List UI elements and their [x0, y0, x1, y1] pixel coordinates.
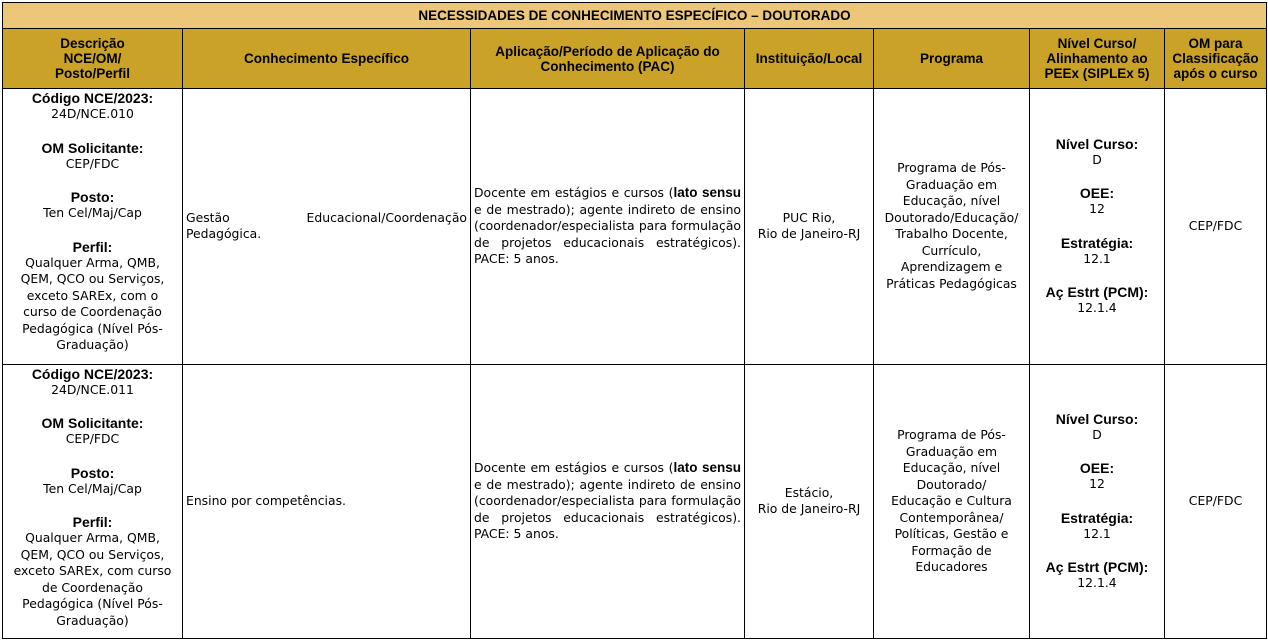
- nce-table: [2, 2, 1267, 639]
- posto-value: Ten Cel/Maj/Cap: [43, 205, 142, 221]
- programa-line: Programa de Pós-: [897, 427, 1006, 443]
- nivel-curso-value: D: [1092, 151, 1102, 167]
- ac-estrt-label: Aç Estrt (PCM):: [1045, 559, 1149, 576]
- perfil-line: exceto SAREx, com curso: [13, 563, 172, 579]
- perfil-line: Qualquer Arma, QMB,: [25, 530, 160, 546]
- om-solicitante-value: CEP/FDC: [65, 431, 120, 447]
- estrategia-label: Estratégia:: [1060, 509, 1134, 526]
- programa-line: Graduação em: [905, 176, 998, 192]
- programa-line: Formação de: [911, 542, 992, 558]
- perfil-line: QEM, QCO ou Serviços,: [20, 546, 165, 562]
- om-solicitante-value: CEP/FDC: [65, 155, 120, 171]
- ac-estrt-value: 12.1.4: [1077, 575, 1117, 591]
- header-nivel: [1030, 29, 1165, 89]
- nivel-cell: [1030, 364, 1165, 638]
- header-aplicacao-line: Aplicação/Período de Aplicação do: [495, 43, 720, 59]
- pac-text: Docente em estágios e cursos (: [474, 185, 674, 201]
- perfil-line: exceto SAREx, com o: [26, 287, 159, 303]
- instituicao-cell: [745, 364, 874, 638]
- estrategia-value: 12.1: [1083, 525, 1111, 541]
- programa-line: Contemporânea/: [899, 509, 1004, 525]
- posto-value: Ten Cel/Maj/Cap: [43, 480, 142, 496]
- programa-line: Aprendizagem e: [900, 259, 1003, 275]
- perfil-line: QEM, QCO ou Serviços,: [20, 271, 165, 287]
- header-conhecimento: Conhecimento Específico: [183, 29, 471, 89]
- programa-line: Educação, nível: [902, 193, 1001, 209]
- codigo-label: Código NCE/2023:: [31, 365, 154, 382]
- programa-line: Educação e Cultura: [891, 493, 1012, 509]
- ac-estrt-label: Aç Estrt (PCM):: [1045, 284, 1149, 301]
- programa-line: Trabalho Docente,: [895, 226, 1008, 242]
- instituicao-line: PUC Rio,: [782, 209, 836, 225]
- header-aplicacao-line: Conhecimento (PAC): [540, 58, 675, 74]
- header-descricao-line: Descrição: [60, 36, 125, 52]
- perfil-label: Perfil:: [72, 238, 113, 255]
- nivel-curso-label: Nível Curso:: [1055, 410, 1139, 427]
- pac-bold: lato sensu: [673, 460, 741, 476]
- programa-line: Práticas Pedagógicas: [886, 275, 1017, 291]
- perfil-line: curso de Coordenação: [23, 304, 162, 320]
- programa-line: Graduação em: [905, 443, 998, 459]
- perfil-line: Graduação): [56, 337, 129, 353]
- header-om: [1165, 29, 1267, 89]
- estrategia-value: 12.1: [1083, 250, 1111, 266]
- programa-line: Doutorado/Educação/: [884, 209, 1019, 225]
- table-row: [3, 89, 1267, 364]
- header-programa: Programa: [874, 29, 1030, 89]
- perfil-line: Graduação): [56, 612, 129, 628]
- pac-bold: lato sensu: [673, 185, 741, 201]
- om-classificacao-cell: CEP/FDC: [1165, 89, 1267, 364]
- codigo-label: Código NCE/2023:: [31, 90, 154, 107]
- instituicao-cell: [745, 89, 874, 364]
- om-solicitante-label: OM Solicitante:: [41, 139, 144, 156]
- posto-label: Posto:: [70, 189, 115, 206]
- pac-text: Docente em estágios e cursos (: [474, 460, 674, 476]
- table-title: NECESSIDADES DE CONHECIMENTO ESPECÍFICO – DOUTORADO: [3, 3, 1267, 29]
- instituicao-line: Rio de Janeiro-RJ: [757, 501, 861, 517]
- oee-label: OEE:: [1079, 460, 1115, 477]
- conhecimento-cell: Ensino por competências.: [183, 364, 471, 638]
- programa-line: Educadores: [915, 559, 988, 575]
- programa-line: Doutorado/: [916, 476, 987, 492]
- aplicacao-cell: [471, 364, 745, 638]
- header-instituicao: Instituição/Local: [745, 29, 874, 89]
- instituicao-line: Rio de Janeiro-RJ: [757, 226, 861, 242]
- oee-label: OEE:: [1079, 185, 1115, 202]
- perfil-line: de Coordenação: [41, 579, 144, 595]
- pac-text: e de mestrado); agente indireto de ensino (coordenador/especialista para formulação de projetos educacionais estratégicos). PACE: 5 anos.: [474, 201, 741, 267]
- conhecimento-cell: Gestão Educacional/Coordenação Pedagógica.: [183, 89, 471, 364]
- header-om-line: após o curso: [1173, 66, 1258, 82]
- om-solicitante-label: OM Solicitante:: [41, 415, 144, 432]
- table-row: [3, 364, 1267, 638]
- programa-line: Programa de Pós-: [897, 160, 1006, 176]
- header-nivel-line: Nível Curso/: [1057, 36, 1137, 52]
- descricao-cell: [3, 364, 183, 638]
- programa-cell: [874, 364, 1030, 638]
- oee-value: 12: [1089, 201, 1105, 217]
- perfil-line: Pedagógica (Nível Pós-: [22, 320, 163, 336]
- posto-label: Posto:: [70, 464, 115, 481]
- nivel-curso-label: Nível Curso:: [1055, 135, 1139, 152]
- header-nivel-line: PEEx (SIPLEx 5): [1044, 66, 1150, 82]
- perfil-label: Perfil:: [72, 514, 113, 531]
- header-om-line: Classificação: [1172, 51, 1259, 67]
- nivel-curso-value: D: [1092, 426, 1102, 442]
- header-descricao-line: Posto/Perfil: [54, 66, 130, 82]
- codigo-value: 24D/NCE.011: [51, 381, 134, 397]
- pac-text: e de mestrado); agente indireto de ensino (coordenador/especialista para formulação de projetos educacionais estratégicos). PACE: 5 anos.: [474, 476, 741, 542]
- om-classificacao-cell: CEP/FDC: [1165, 364, 1267, 638]
- descricao-cell: [3, 89, 183, 364]
- nivel-cell: [1030, 89, 1165, 364]
- codigo-value: 24D/NCE.010: [51, 106, 134, 122]
- perfil-line: Qualquer Arma, QMB,: [25, 254, 160, 270]
- header-descricao: [3, 29, 183, 89]
- header-aplicacao: [471, 29, 745, 89]
- ac-estrt-value: 12.1.4: [1077, 300, 1117, 316]
- programa-line: Políticas, Gestão e: [894, 526, 1009, 542]
- header-nivel-line: Alinhamento ao: [1046, 51, 1148, 67]
- programa-cell: [874, 89, 1030, 364]
- estrategia-label: Estratégia:: [1060, 234, 1134, 251]
- programa-line: Educação, nível: [902, 460, 1001, 476]
- header-om-line: OM para: [1188, 36, 1243, 52]
- header-descricao-line: NCE/OM/: [63, 51, 122, 67]
- instituicao-line: Estácio,: [784, 484, 834, 500]
- perfil-line: Pedagógica (Nível Pós-: [22, 596, 163, 612]
- oee-value: 12: [1089, 476, 1105, 492]
- aplicacao-cell: [471, 89, 745, 364]
- programa-line: Currículo,: [921, 242, 982, 258]
